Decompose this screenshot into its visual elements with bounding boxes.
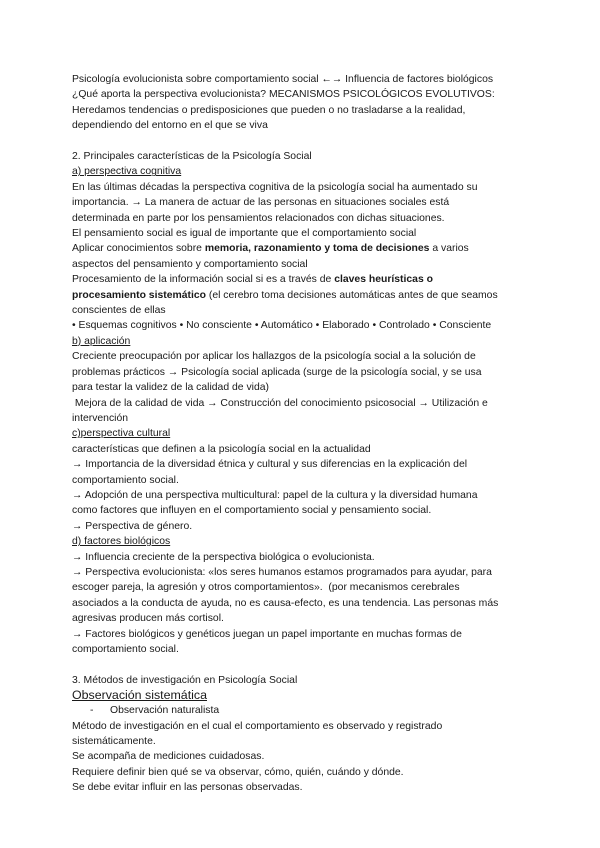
paragraph-line: comportamiento social. — [72, 644, 179, 656]
paragraph-line: asociados a la conducta de ayuda, no es causa-efecto, es una tendencia. Las personas más — [72, 597, 499, 609]
paragraph-line: → Influencia creciente de la perspectiva biológica o evolucionista. — [72, 551, 375, 563]
document-page — [72, 72, 542, 796]
subsection-d-heading: d) factores biológicos — [72, 536, 171, 548]
dash-bullet: - — [90, 705, 94, 717]
intro-line-2: ¿Qué aporta la perspectiva evolucionista? MECANISMOS PSICOLÓGICOS EVOLUTIVOS: — [72, 89, 495, 101]
paragraph-line: características que definen a la psicología social en la actualidad — [72, 443, 371, 455]
bullet-text: Observación naturalista — [110, 705, 220, 717]
bold-text: claves heurísticas o — [334, 274, 433, 286]
paragraph-line: → Adopción de una perspectiva multicultural: papel de la cultura y la diversidad humana — [72, 489, 478, 501]
paragraph-line: determinada en parte por los pensamientos relacionados con dichas situaciones. — [72, 212, 445, 224]
paragraph-line: problemas prácticos → Psicología social aplicada (surge de la psicología social, y se usa — [72, 366, 482, 378]
paragraph-line: como factores que influyen en el comportamiento social y pensamiento social. — [72, 505, 432, 517]
paragraph-line: agresivas producen más cortisol. — [72, 613, 224, 625]
section-3-title: 3. Métodos de investigación en Psicología Social — [72, 674, 298, 686]
text-span: Procesamiento de la información social si es a través de — [72, 274, 335, 286]
subsection-c-heading: c)perspectiva cultural — [72, 428, 171, 440]
section-2-title: 2. Principales características de la Psicología Social — [72, 151, 312, 163]
paragraph-line: • Esquemas cognitivos • No consciente • Automático • Elaborado • Controlado • Consciente — [72, 320, 492, 332]
paragraph-line: El pensamiento social es igual de importante que el comportamiento social — [72, 228, 417, 240]
subsection-a-heading: a) perspectiva cognitiva — [72, 166, 182, 178]
subsection-b-heading: b) aplicación — [72, 335, 131, 347]
bullet-item — [72, 703, 542, 718]
paragraph-line: sistemáticamente. — [72, 736, 156, 748]
spacer — [72, 134, 542, 149]
bold-text: memoria, razonamiento y toma de decisiones — [204, 243, 430, 255]
paragraph-line: aspectos del pensamiento y comportamiento social — [72, 258, 308, 270]
paragraph-line: Se debe evitar influir en las personas observadas. — [72, 782, 303, 794]
paragraph-line: intervención — [72, 412, 129, 424]
paragraph-line: Requiere definir bien qué se va observar, cómo, quién, cuándo y dónde. — [72, 766, 404, 778]
paragraph-line: → Perspectiva evolucionista: «los seres humanos estamos programados para ayudar, para — [72, 566, 492, 578]
paragraph-line: Método de investigación en el cual el comportamiento es observado y registrado — [72, 720, 443, 732]
paragraph-line: Mejora de la calidad de vida → Construcción del conocimiento psicosocial → Utilización e — [72, 397, 488, 409]
text-span: a varios — [429, 243, 469, 255]
paragraph-line: → Perspectiva de género. — [72, 520, 193, 532]
bold-text: procesamiento sistemático — [72, 289, 206, 301]
paragraph-line — [72, 241, 542, 256]
paragraph-line: En las últimas décadas la perspectiva cognitiva de la psicología social ha aumentado su — [72, 181, 478, 193]
paragraph-line: conscientes de ellas — [72, 305, 166, 317]
spacer — [72, 657, 542, 672]
paragraph-line: importancia. → La manera de actuar de las personas en situaciones sociales está — [72, 197, 450, 209]
paragraph-line: → Importancia de la diversidad étnica y cultural y sus diferencias en la explicación del — [72, 459, 468, 471]
subsection-heading: Observación sistemática — [72, 688, 207, 703]
intro-line-4: dependiendo del entorno en el que se viva — [72, 120, 268, 132]
paragraph-line — [72, 288, 542, 303]
paragraph-line: escoger pareja, la agresión y otros comportamientos». (por mecanismos cerebrales — [72, 582, 460, 594]
intro-line-1: Psicología evolucionista sobre comportamiento social ←→ Influencia de factores biológicos — [72, 74, 494, 85]
paragraph-line: Se acompaña de mediciones cuidadosas. — [72, 751, 265, 763]
paragraph-line: comportamiento social. — [72, 474, 179, 486]
paragraph-line: para testar la validez de la calidad de vida) — [72, 382, 269, 394]
text-span: Aplicar conocimientos sobre — [72, 243, 205, 255]
intro-line-3: Heredamos tendencias o predisposiciones que pueden o no trasladarse a la realidad, — [72, 104, 466, 116]
paragraph-line — [72, 272, 542, 287]
paragraph-line: Creciente preocupación por aplicar los hallazgos de la psicología social a la solución de — [72, 351, 476, 363]
text-span: (el cerebro toma decisiones automáticas antes de que seamos — [205, 289, 498, 301]
paragraph-line: → Factores biológicos y genéticos juegan un papel importante en muchas formas de — [72, 628, 462, 640]
